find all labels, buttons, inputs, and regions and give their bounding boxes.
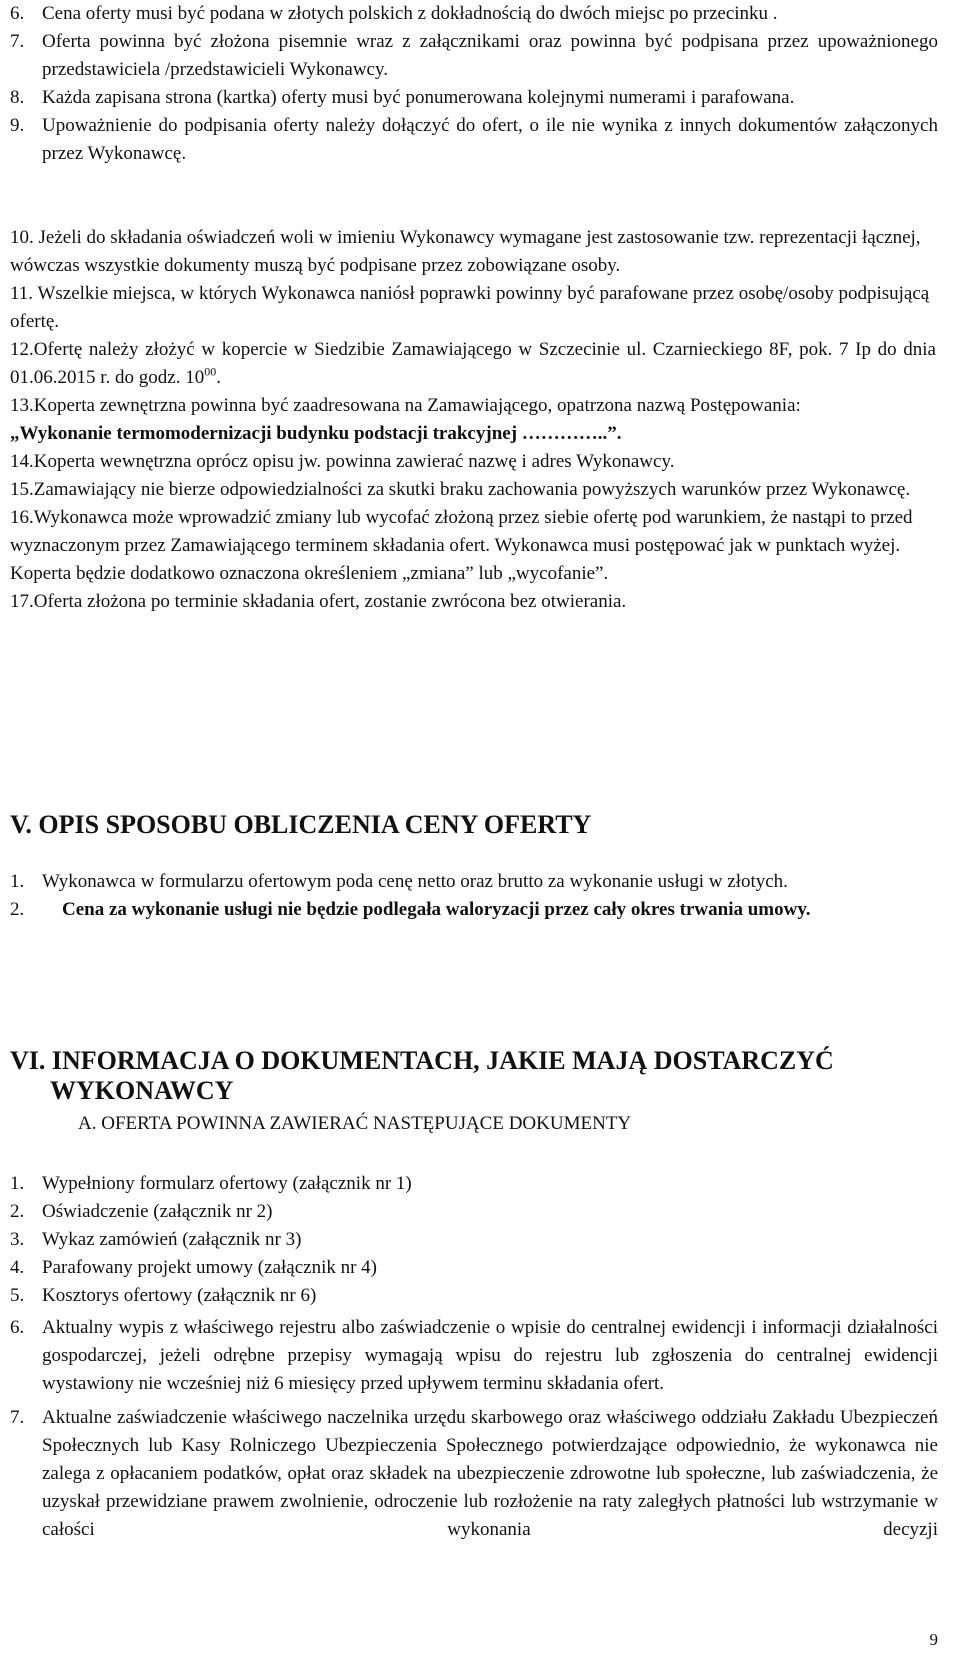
list-item-text: Wykaz zamówień (załącznik nr 3): [42, 1229, 302, 1250]
section-vi-item-4: [0, 1254, 960, 1282]
page-number: 9: [929, 1630, 938, 1649]
list-item-text-end: .: [216, 367, 221, 388]
list-item-number: 4.: [10, 1257, 25, 1278]
list-item-text: Wypełniony formularz ofertowy (załącznik nr 1): [42, 1173, 412, 1194]
section-vi-item-7: [0, 1404, 960, 1572]
list-item-text: Aktualny wypis z właściwego rejestru albo zaświadczenie o wpisie do centralnej ewidencji i informacji działalności gospodarczej, jeżeli odrębne przepisy wymagają wpisu do rejestru lub zgłoszenia do centralnej ewidencji wystawiony nie wcześniej niż 6 miesięcy przed upływem terminu składania ofert.: [42, 1317, 938, 1394]
list-item-7: [0, 28, 960, 84]
section-vi-list: [0, 1170, 960, 1572]
list-item-text: Aktualne zaświadczenie właściwego naczelnika urzędu skarbowego oraz właściwego oddziału Zakładu Ubezpieczeń Społecznych lub Kasy Rolniczego Ubezpieczenia Społecznego potwierdzające odpowiednio, że wykonawca nie zalega z opłacaniem podatków, opłat oraz składek na ubezpieczenie zdrowotne lub społeczne, lub zaświadczenia, że uzyskał przewidziane prawem zwolnienie, odroczenie lub rozłożenie na raty zaległych płatności lub wstrzymanie w całości wykonania decyzji: [42, 1407, 938, 1540]
list-item-number: 8.: [10, 87, 25, 108]
list-item-8: [0, 84, 960, 112]
time-superscript: 00: [204, 364, 217, 379]
section-v-item-1: [0, 868, 960, 896]
list-item-text: 13.Koperta zewnętrzna powinna być zaadresowana na Zamawiającego, opatrzona nazwą Postępowania:: [10, 395, 801, 416]
section-v-heading: V. OPIS SPOSOBU OBLICZENIA CENY OFERTY: [10, 810, 592, 839]
list-item-text: 16.Wykonawca może wprowadzić zmiany lub wycofać złożoną przez siebie ofertę pod warunkiem, że nastąpi to przed wyznaczonym przez Zamawiającego terminem składania ofert. Wykonawca musi postępować jak w punktach wyżej. Koperta będzie dodatkowo oznaczona określeniem „zmiana” lub „wycofanie”.: [10, 507, 913, 584]
list-item-14: [0, 448, 960, 476]
section-vi-item-3: [0, 1226, 960, 1254]
list-item-number: 7.: [10, 1407, 25, 1428]
list-top: [0, 0, 960, 168]
list-item-number: 6.: [10, 1317, 25, 1338]
list-item-number: 5.: [10, 1285, 25, 1306]
list-item-number: 9.: [10, 115, 25, 136]
list-item-text: Wykonawca w formularzu ofertowym poda cenę netto oraz brutto za wykonanie usługi w złotych.: [42, 871, 788, 892]
list-item-9: [0, 112, 960, 168]
list-mid: [0, 224, 960, 616]
list-item-text: 17.Oferta złożona po terminie składania ofert, zostanie zwrócona bez otwierania.: [10, 591, 627, 612]
list-item-6: [0, 0, 960, 28]
list-item-15: [0, 476, 960, 504]
list-item-10: [0, 224, 960, 280]
list-item-number: 6.: [10, 3, 25, 24]
section-vi-item-6: [0, 1314, 960, 1398]
procurement-title-text: „Wykonanie termomodernizacji budynku podstacji trakcyjnej …………..”.: [10, 423, 622, 444]
list-item-number: 2.: [10, 1201, 25, 1222]
list-item-text: 12.Ofertę należy złożyć w kopercie w Siedzibie Zamawiającego w Szczecinie ul. Czarnieckiego 8F, pok. 7 Ip do dnia 01.06.2015 r. do godz. 10: [10, 339, 936, 388]
list-item-number: 1.: [10, 1173, 25, 1194]
list-item-11: [0, 280, 960, 336]
list-item-text: Cena oferty musi być podana w złotych polskich z dokładnością do dwóch miejsc po przecinku .: [42, 3, 778, 24]
section-v-item-2: [0, 896, 960, 924]
list-item-text: Oświadczenie (załącznik nr 2): [42, 1201, 273, 1222]
section-vi-item-1: [0, 1170, 960, 1198]
section-vi-item-2: [0, 1198, 960, 1226]
list-item-13: [0, 392, 960, 420]
list-item-number: 7.: [10, 31, 25, 52]
list-item-12: [0, 336, 960, 392]
list-item-17: [0, 588, 960, 616]
list-item-text: Parafowany projekt umowy (załącznik nr 4): [42, 1257, 378, 1278]
list-item-number: 3.: [10, 1229, 25, 1250]
list-item-16: [0, 504, 960, 588]
list-item-text: Cena za wykonanie usługi nie będzie podlegała waloryzacji przez cały okres trwania umowy.: [62, 899, 811, 920]
section-vi-subheading: A. OFERTA POWINNA ZAWIERAĆ NASTĘPUJĄCE DOKUMENTY: [78, 1113, 632, 1134]
procurement-title: [0, 420, 960, 448]
list-item-number: 2.: [10, 899, 25, 920]
section-vi-heading-line2: WYKONAWCY: [50, 1076, 234, 1105]
list-item-text: 14.Koperta wewnętrzna oprócz opisu jw. powinna zawierać nazwę i adres Wykonawcy.: [10, 451, 675, 472]
list-item-text: 10. Jeżeli do składania oświadczeń woli w imieniu Wykonawcy wymagane jest zastosowanie tzw. reprezentacji łącznej, wówczas wszystkie dokumenty muszą być podpisane przez zobowiązane osoby.: [10, 227, 921, 276]
list-item-text: 11. Wszelkie miejsca, w których Wykonawca naniósł poprawki powinny być parafowane przez osobę/osoby podpisującą ofertę.: [10, 283, 930, 332]
list-item-text: Kosztorys ofertowy (załącznik nr 6): [42, 1285, 317, 1306]
section-vi-heading-line1: VI. INFORMACJA O DOKUMENTACH, JAKIE MAJĄ DOSTARCZYĆ: [10, 1046, 834, 1075]
section-vi-item-5: [0, 1282, 960, 1310]
list-item-text: Każda zapisana strona (kartka) oferty musi być ponumerowana kolejnymi numerami i parafowana.: [42, 87, 795, 108]
list-item-text: Upoważnienie do podpisania oferty należy dołączyć do ofert, o ile nie wynika z innych dokumentów załączonych przez Wykonawcę.: [42, 115, 938, 164]
list-item-text: 15.Zamawiający nie bierze odpowiedzialności za skutki braku zachowania powyższych warunków przez Wykonawcę.: [10, 479, 911, 500]
list-item-text: Oferta powinna być złożona pisemnie wraz z załącznikami oraz powinna być podpisana przez upoważnionego przedstawiciela /przedstawicieli Wykonawcy.: [42, 31, 938, 80]
section-v-list: [0, 868, 960, 924]
list-item-number: 1.: [10, 871, 25, 892]
